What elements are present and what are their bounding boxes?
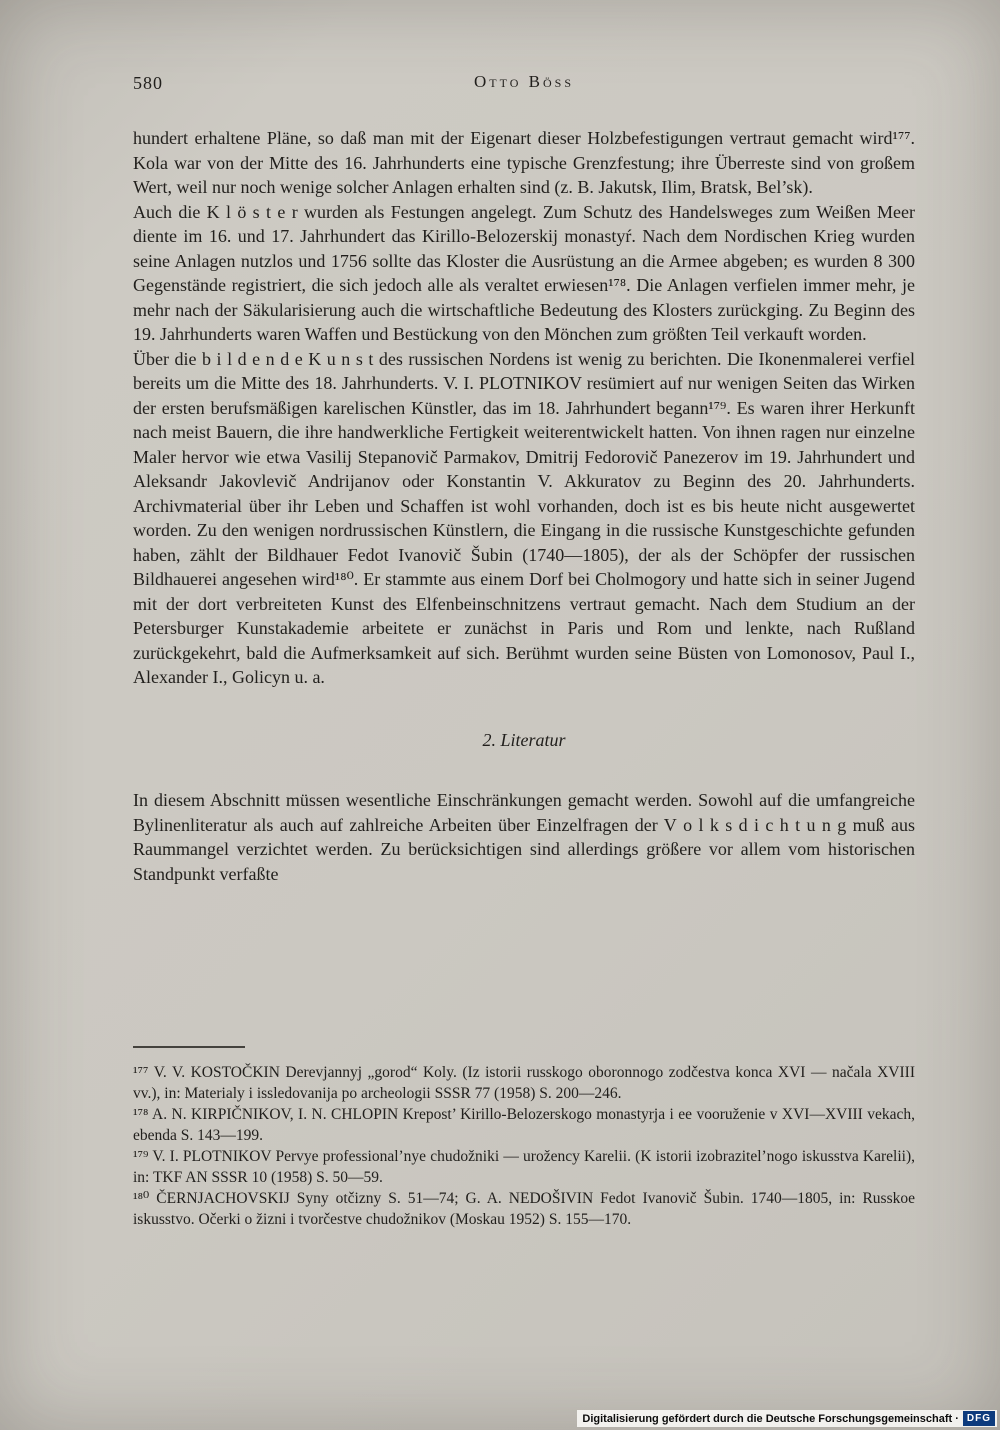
footnote-item: ¹⁸⁰ ČERNJACHOVSKIJ Syny otčizny S. 51—74; G. A. NEDOŠIVIN Fedot Ivanovič Šubin. 1740—1805, in: Russkoe iskusstvo. Očerki o žizni i tvorčestve chudožnikov (Moskau 1952) S. 155—170. — [133, 1190, 915, 1228]
section-heading: 2. Literatur — [482, 729, 566, 750]
dfg-logo: DFG — [963, 1411, 995, 1426]
digitization-footer — [577, 1410, 997, 1427]
body-text — [133, 126, 915, 886]
digitization-note: Digitalisierung gefördert durch die Deutsche Forschungsgemeinschaft · — [582, 1412, 959, 1425]
page-number: 580 — [133, 73, 163, 93]
footnote-divider — [133, 1046, 245, 1048]
running-header-author: Otto Böss — [474, 72, 574, 91]
body-paragraph: hundert erhaltene Pläne, so daß man mit der Eigenart dieser Holzbefestigungen vertraut gemacht wird¹⁷⁷. Kola war von der Mitte des 16. Jahrhunderts eine typische Grenzfestung; ihre Überreste sind von großem Wert, weil nur noch wenige solcher Anlagen erhalten sind (z. B. Jakutsk, Ilim, Bratsk, Bel’sk). — [133, 128, 915, 197]
footnote-item: ¹⁷⁸ A. N. KIRPIČNIKOV, I. N. CHLOPIN Krepost’ Kirillo-Belozerskogo monastyrja i ee vooruženie v XVI—XVIII vekach, ebenda S. 143—199. — [133, 1106, 915, 1144]
running-head — [133, 72, 915, 98]
footnotes-block — [133, 1046, 915, 1230]
body-paragraph: In diesem Abschnitt müssen wesentliche Einschränkungen gemacht werden. Sowohl auf die umfangreiche Bylinenliteratur als auch auf zahlreiche Arbeiten über Einzelfragen der V o l k s d i c h t u n g muß aus Raummangel verzichtet werden. Zu berücksichtigen sind allerdings größere vor allem vom historischen Standpunkt verfaßte — [133, 790, 915, 884]
footnote-item: ¹⁷⁹ V. I. PLOTNIKOV Pervye professional’nye chudožniki — urožency Karelii. (K istorii izobrazitel’nogo iskusstva Karelii), in: TKF AN SSSR 10 (1958) S. 50—59. — [133, 1148, 915, 1186]
footnote-item: ¹⁷⁷ V. V. KOSTOČKIN Derevjannyj „gorod“ Koly. (Iz istorii russkogo oboronnogo zodčestva konca XVI — načala XVIII vv.), in: Materialy i issledovanija po archeologii SSSR 77 (1958) S. 200—246. — [133, 1064, 915, 1102]
body-paragraph: Auch die K l ö s t e r wurden als Festungen angelegt. Zum Schutz des Handelsweges zum Weißen Meer diente im 16. und 17. Jahrhundert das Kirillo-Belozerskij monastyŕ. Nach dem Nordischen Krieg wurden seine Anlagen nutzlos und 1756 sollte das Kloster die Ausrüstung an die Armee abgeben; es wurden 8 300 Gegenstände registriert, die sich jedoch alle als veraltet erwiesen¹⁷⁸. Die Anlagen verfielen immer mehr, je mehr nach der Säkularisierung auch die wirtschaftliche Bedeutung des Klosters zurückging. Zu Beginn des 19. Jahrhunderts waren Waffen und Bestückung von den Mönchen zum größten Teil verkauft worden. — [133, 201, 915, 344]
body-paragraph: Über die b i l d e n d e K u n s t des russischen Nordens ist wenig zu berichten. Die Ikonenmalerei verfiel bereits um die Mitte des 18. Jahrhunderts. V. I. PLOTNIKOV resümiert auf nur wenigen Seiten das Wirken der ersten berufsmäßigen karelischen Künstler, das im 18. Jahrhundert begann¹⁷⁹. Es waren ihrer Herkunft nach meist Bauern, die ihre handwerkliche Fertigkeit weiterentwickelt hatten. Von ihnen ragen nur einzelne Maler hervor wie etwa Vasilij Stepanovič Parmakov, Dmitrij Fedorovič Panezerov im 19. Jahrhundert und Aleksandr Jakovlevič Andrijanov oder Konstantin V. Akkuratov zu Beginn des 20. Jahrhunderts. Archivmaterial über ihr Leben und Schaffen ist wohl vorhanden, doch ist es bis heute nicht ausgewertet worden. Zu den wenigen nordrussischen Künstlern, die Eingang in die russische Kunstgeschichte gefunden haben, zählt der Bildhauer Fedot Ivanovič Šubin (1740—1805), der als der Schöpfer der russischen Bildhauerei angesehen wird¹⁸⁰. Er stammte aus einem Dorf bei Cholmogory und hatte sich in seiner Jugend mit der dort verbreiteten Kunst des Elfenbeinschnitzens vertraut gemacht. Nach dem Studium an der Petersburger Kunstakademie arbeitete er zunächst in Paris und Rom und lenkte, nach Rußland zurückgekehrt, bald die Aufmerksamkeit auf sich. Berühmt wurden seine Büsten von Lomonosov, Paul I., Alexander I., Golicyn u. a. — [133, 348, 915, 687]
